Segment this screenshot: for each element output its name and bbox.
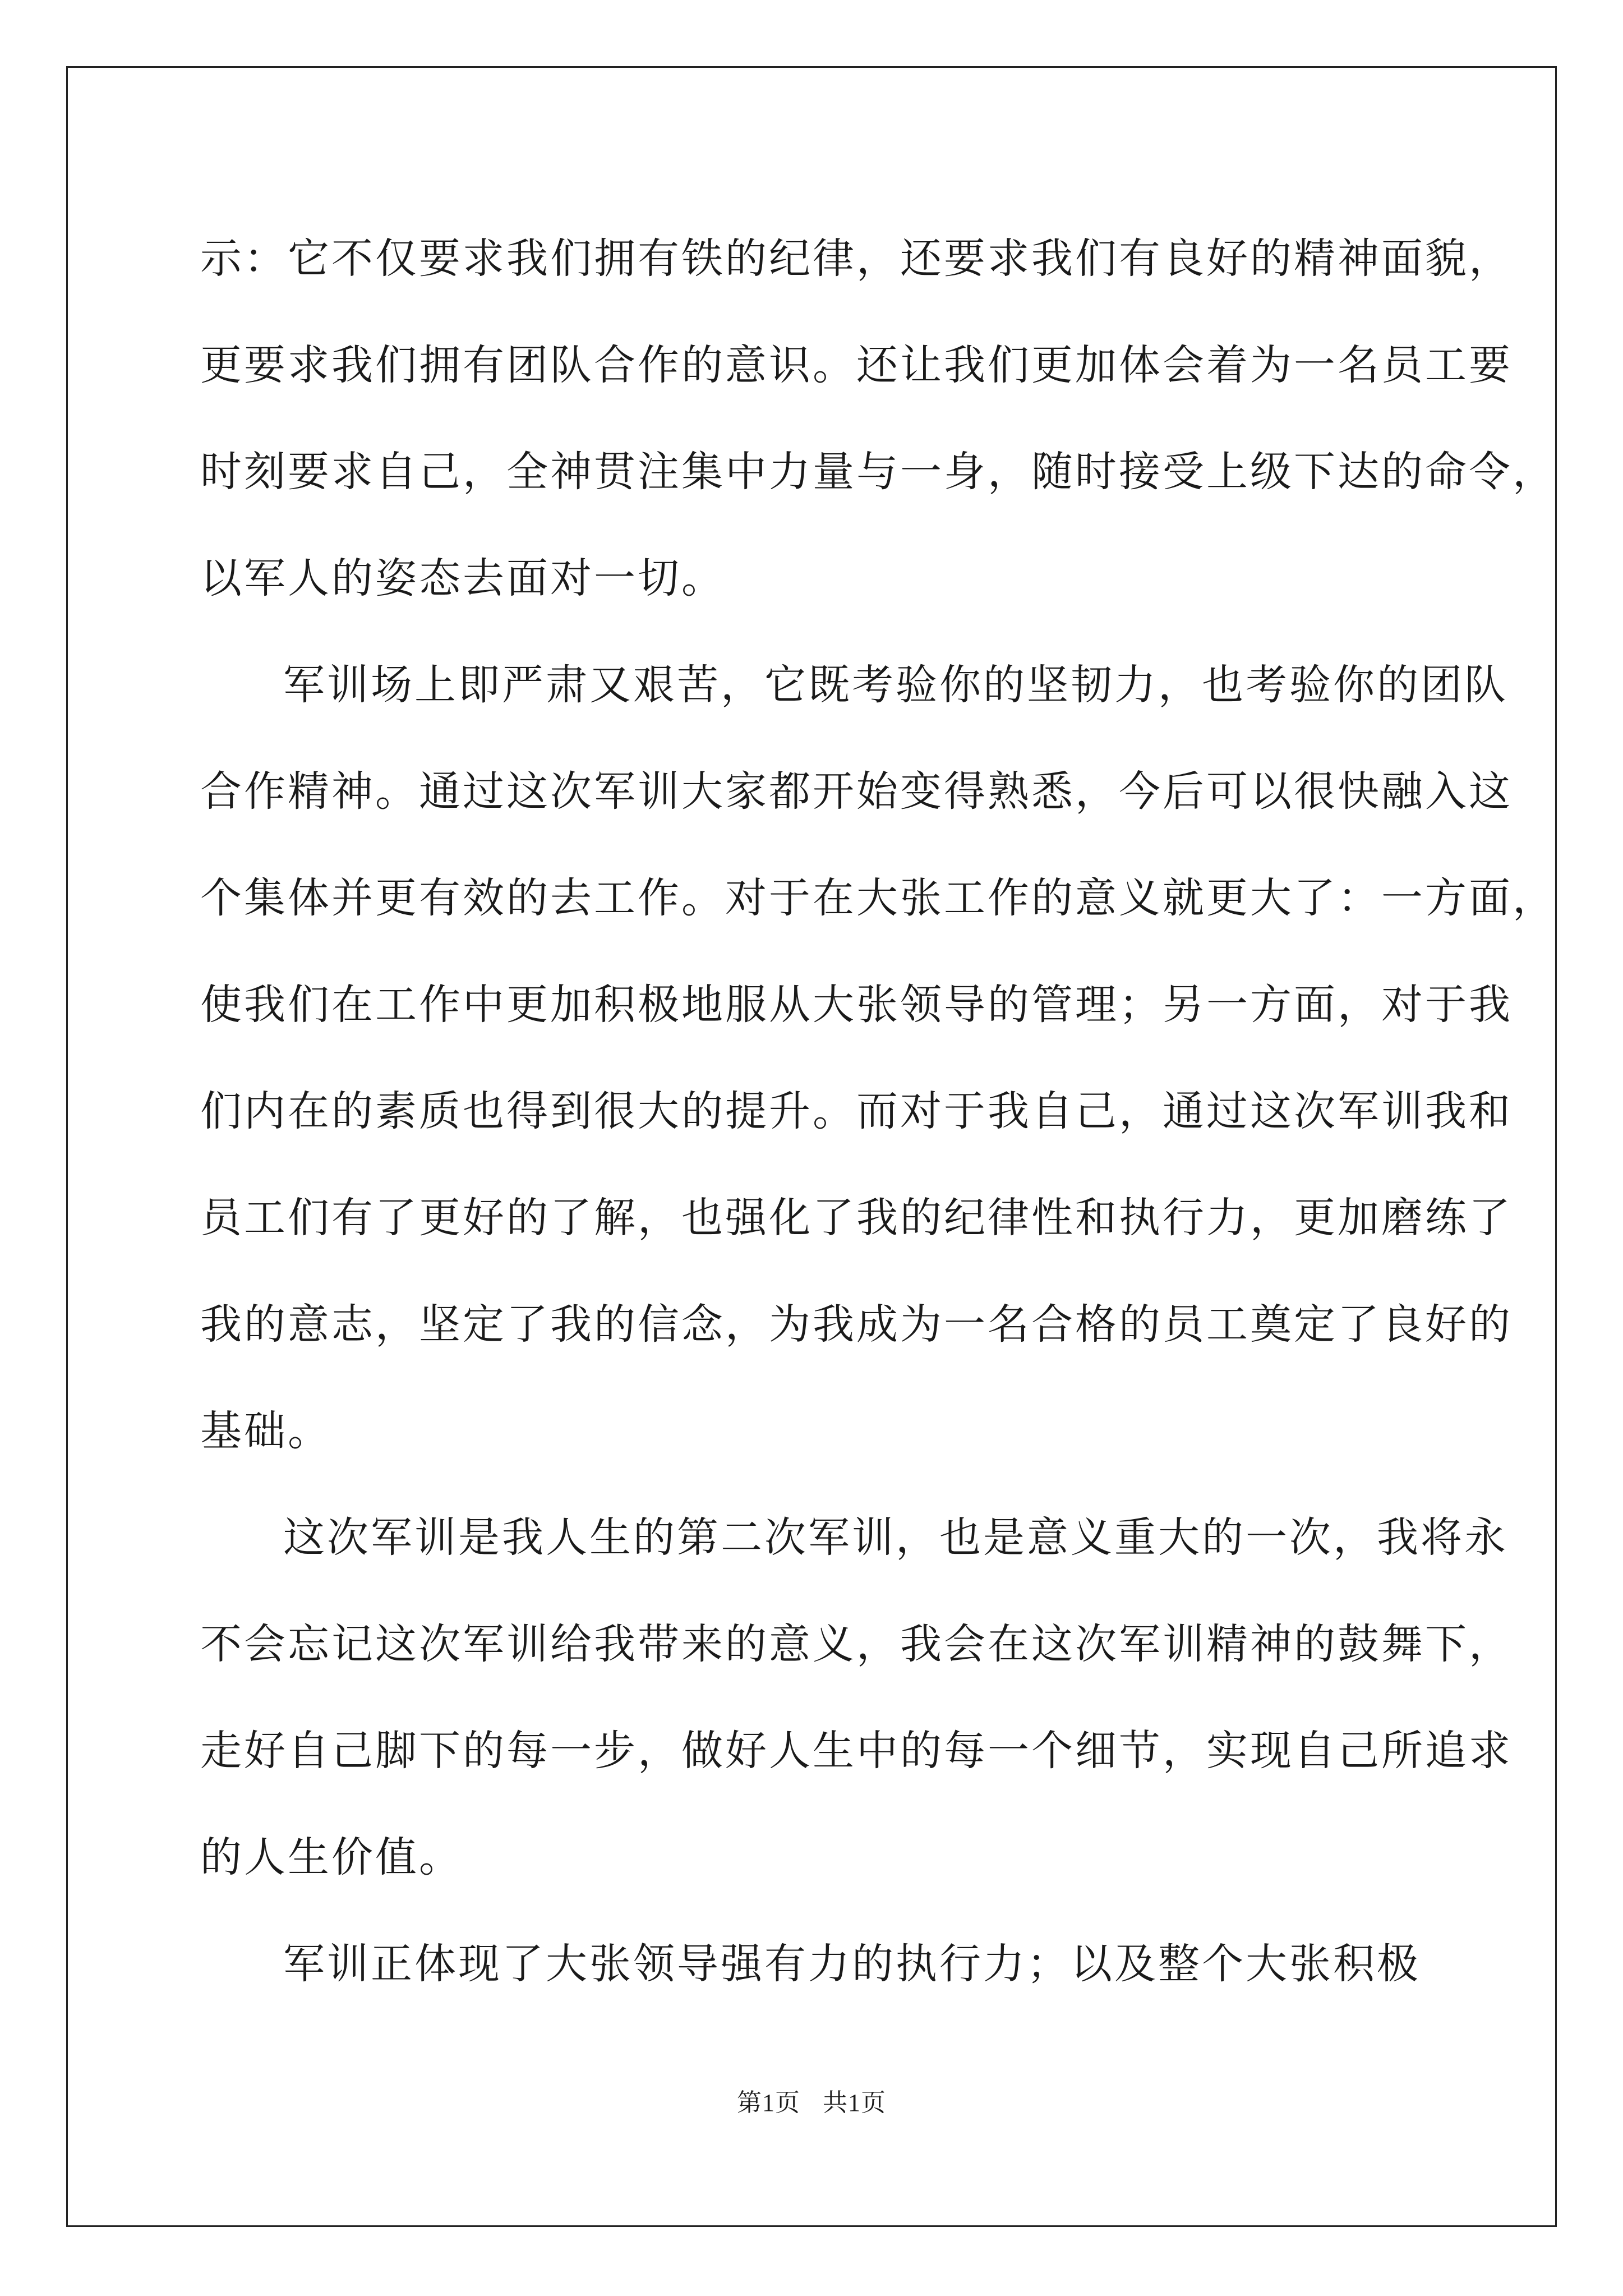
page-footer [0,2082,1623,2118]
text-line: 时刻要求自己，全神贯注集中力量与一身，随时接受上级下达的命令， [200,448,1556,496]
text-line: 走好自己脚下的每一步，做好人生中的每一个细节，实现自己所追求 [200,1727,1513,1775]
text-line: 示：它不仅要求我们拥有铁的纪律，还要求我们有良好的精神面貌， [200,234,1513,283]
paragraph-start-line: 军训场上即严肃又艰苦，它既考验你的坚韧力，也考验你的团队 [283,661,1508,709]
text-line: 使我们在工作中更加积极地服从大张领导的管理；另一方面，对于我 [200,981,1513,1029]
text-line: 合作精神。通过这次军训大家都开始变得熟悉，今后可以很快融入这 [200,767,1513,816]
text-line: 我的意志，坚定了我的信念，为我成为一名合格的员工奠定了良好的 [200,1300,1513,1349]
document-body [200,205,1556,2017]
paragraph-start-line: 这次军训是我人生的第二次军训，也是意义重大的一次，我将永 [283,1513,1508,1562]
text-line: 员工们有了更好的了解，也强化了我的纪律性和执行力，更加磨练了 [200,1194,1513,1242]
text-line: 不会忘记这次军训给我带来的意义，我会在这次军训精神的鼓舞下， [200,1620,1513,1668]
page-total: 共1页 [823,2089,886,2116]
text-line: 个集体并更有效的去工作。对于在大张工作的意义就更大了：一方面， [200,874,1556,922]
text-line: 们内在的素质也得到很大的提升。而对于我自己，通过这次军训我和 [200,1087,1513,1135]
text-line: 基础。 [200,1407,331,1455]
text-line: 的人生价值。 [200,1833,463,1881]
page-number: 第1页 [737,2089,800,2116]
text-line: 更要求我们拥有团队合作的意识。还让我们更加体会着为一名员工要 [200,341,1513,389]
paragraph-start-line: 军训正体现了大张领导强有力的执行力；以及整个大张积极 [283,1940,1421,1988]
text-line: 以军人的姿态去面对一切。 [200,554,725,602]
